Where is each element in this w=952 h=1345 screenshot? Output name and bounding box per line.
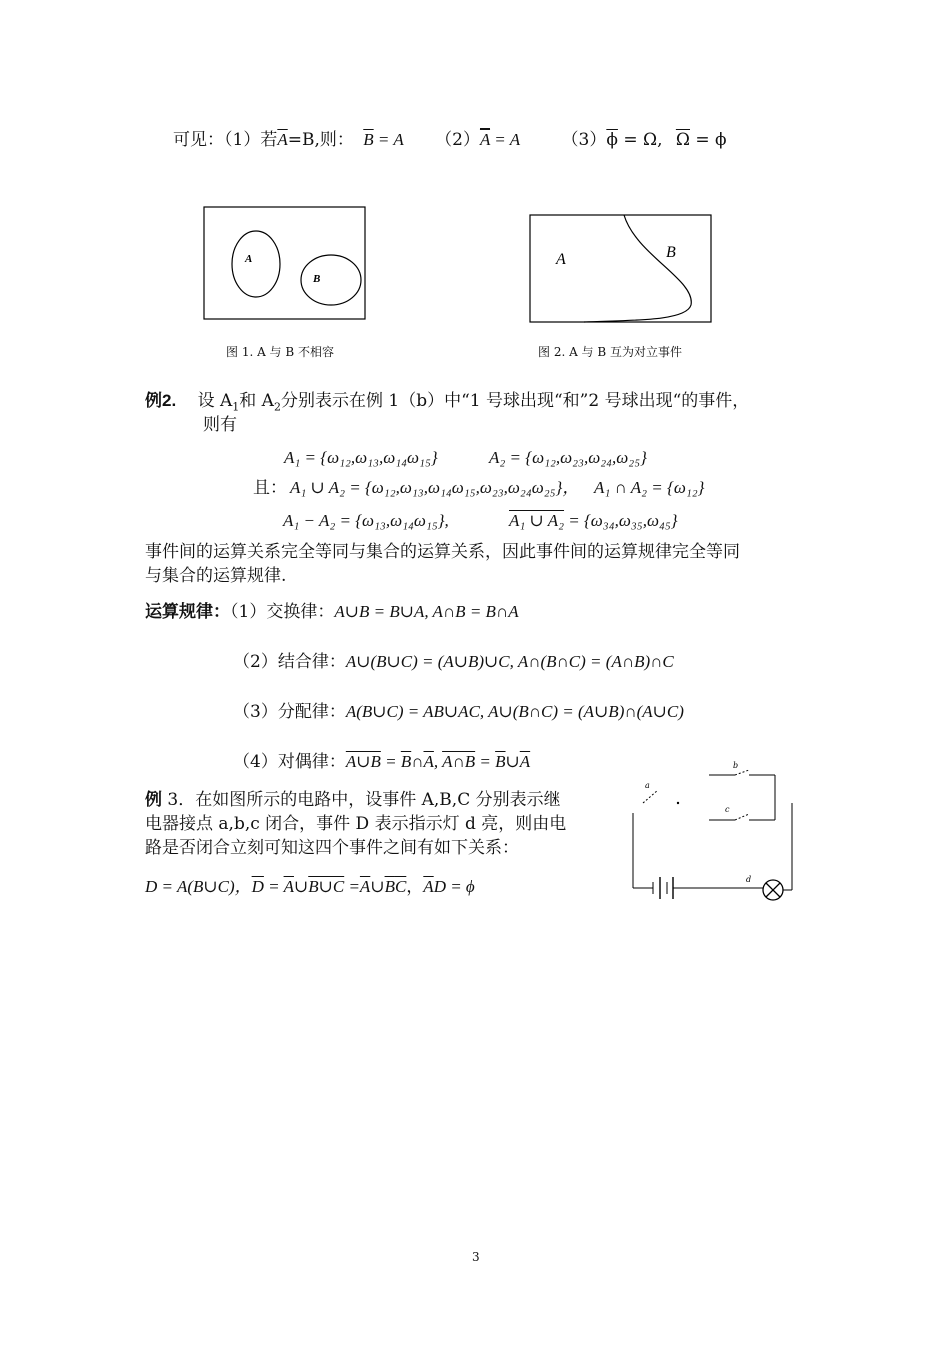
paragraph-line-1: 事件间的运算关系完全等同与集合的运算关系，因此事件间的运算规律完全等同 [145,542,740,562]
qie-label: 且： [253,478,287,498]
ex2-text1: 设 A [197,391,233,411]
r4-d: ∩ [411,752,424,771]
formula-intersection: A₁ ∩ A₂ = {ω₁₂} [594,478,705,497]
rule-4 [233,751,530,773]
formula-union-complement [509,510,678,532]
union-complement-rest: = {ω₃₄,ω₃₅,ω₄₅} [564,511,678,530]
r4-h: = [475,752,496,771]
fig2-label-a: A [556,251,566,268]
rule-2 [233,651,674,673]
r4-i: $\overline{B}$ [495,752,506,771]
eq-omega: = Ω, [617,130,663,150]
switch-c-label: c [725,805,730,814]
eq-a: = A [373,130,404,149]
r4-g: A∩B [442,752,476,771]
page-number: 3 [472,1250,480,1264]
phi-bar: $\overline{\phi}$ [606,130,618,150]
example-3-label: 例 [145,790,162,810]
switch-a-label: a [645,781,650,790]
example-3-equation [145,876,475,898]
r4-f: , [433,752,443,771]
fig1-caption: 图 1. A 与 B 不相容 [226,345,335,359]
item-2: （2） [435,130,480,150]
eq-d: $\overline{A}$ [283,877,294,896]
eq-j: $\overline{B}$ [384,877,395,896]
eq-c: = [263,877,284,896]
a-double-bar: $\overline{A}$ [479,130,491,149]
eq-g: = [344,877,360,896]
r4-c: $\overline{B}$ [400,752,412,771]
r4-b: = [380,752,401,771]
figure-2-complement [526,210,716,330]
then-text: =B,则： [287,130,354,150]
eq-h: $\overline{A}$ [359,877,371,896]
eq-f: B∪C [308,877,345,896]
eq-b: $\overline{D}$ [251,877,264,896]
example-3-line-2: 电器接点 a,b,c 闭合，事件 D 表示指示灯 d 亮，则由电 [145,814,567,834]
fig1-label-a: A [245,253,253,265]
switch-b-label: b [733,761,739,770]
eq-n: D = ϕ [433,877,475,896]
rule-1-label: （1）交换律： [230,602,335,622]
union-bar: A₁ ∪ A₂ [509,511,565,530]
formula-a1: A₁ = {ω₁₂,ω₁₃,ω₁₄ω₁₅} [284,448,438,467]
fig2-label-b: B [666,244,676,261]
eq-e: ∪ [293,877,309,896]
ex2-text3: 分别表示在例 1（b）中“1 号球出现“和”2 号球出现“的事件， [280,391,750,411]
r4-j: ∪ [505,752,520,771]
circuit-diagram [625,758,800,908]
ex2-sub1: 1 [232,400,240,414]
intro-text: 可见：（1）若 [173,130,278,150]
eq-i: ∪ [370,877,385,896]
a-bar: $\overline{A}$ [277,130,288,149]
rule-2-label: （2）结合律： [233,652,346,672]
r4-e: $\overline{A}$ [423,752,434,771]
rules-heading: 运算规律： [145,602,230,622]
omega-bar: $\overline{\Omega}$ [675,130,690,150]
example-2-label: 例 [145,391,162,411]
ex2-text4: 则有 [203,415,237,435]
rule-1 [145,601,519,623]
r4-a: A∪B [345,752,381,771]
figure-1-venn [200,202,370,322]
eq-l: ， [406,877,424,896]
ex2-sub2: 2 [273,400,281,414]
rule-3 [233,701,684,723]
rule-3-formula: A(B∪C) = AB∪AC, A∪(B∩C) = (A∪B)∩(A∪C) [345,702,684,721]
formula-difference: A₁ − A₂ = {ω₁₃,ω₁₄ω₁₅}, [283,511,449,530]
eq-a: D = A(B∪C)， [145,877,252,896]
rule-1-formula: A∪B = B∪A, A∩B = B∩A [334,602,519,621]
complement-properties-line [173,129,727,151]
rule-4-label: （4）对偶律： [233,752,346,772]
formula-a2: A₂ = {ω₁₂,ω₂₃,ω₂₄,ω₂₅} [489,448,647,467]
fig2-caption: 图 2. A 与 B 互为对立事件 [538,345,683,359]
ex2-text2: 和 A [239,391,274,411]
eq-phi: = ϕ [690,130,727,150]
example-3-line-1 [145,789,561,811]
ex3-l1: 3．在如图所示的电路中，设事件 A,B,C 分别表示继 [162,790,561,810]
example-3-line-3: 路是否闭合立刻可知这四个事件之间有如下关系： [145,838,519,858]
example-2-num: 2. [162,391,177,410]
item-3: （3） [561,130,607,150]
eq-m: $\overline{A}$ [423,877,434,896]
paragraph-line-2: 与集合的运算规律. [145,566,287,586]
eq-a2: = A [490,130,521,149]
lamp-d-label: d [746,875,752,884]
b-bar: $\overline{B}$ [363,130,374,149]
eq-k: $\overline{C}$ [394,877,407,896]
rule-2-formula: A∪(B∪C) = (A∪B)∪C, A∩(B∩C) = (A∩B)∩C [345,652,674,671]
r4-k: $\overline{A}$ [519,752,531,771]
fig1-label-b: B [313,273,321,285]
formula-union: A₁ ∪ A₂ = {ω₁₂,ω₁₃,ω₁₄ω₁₅,ω₂₃,ω₂₄ω₂₅}， [290,478,580,497]
rule-3-label: （3）分配律： [233,702,346,722]
